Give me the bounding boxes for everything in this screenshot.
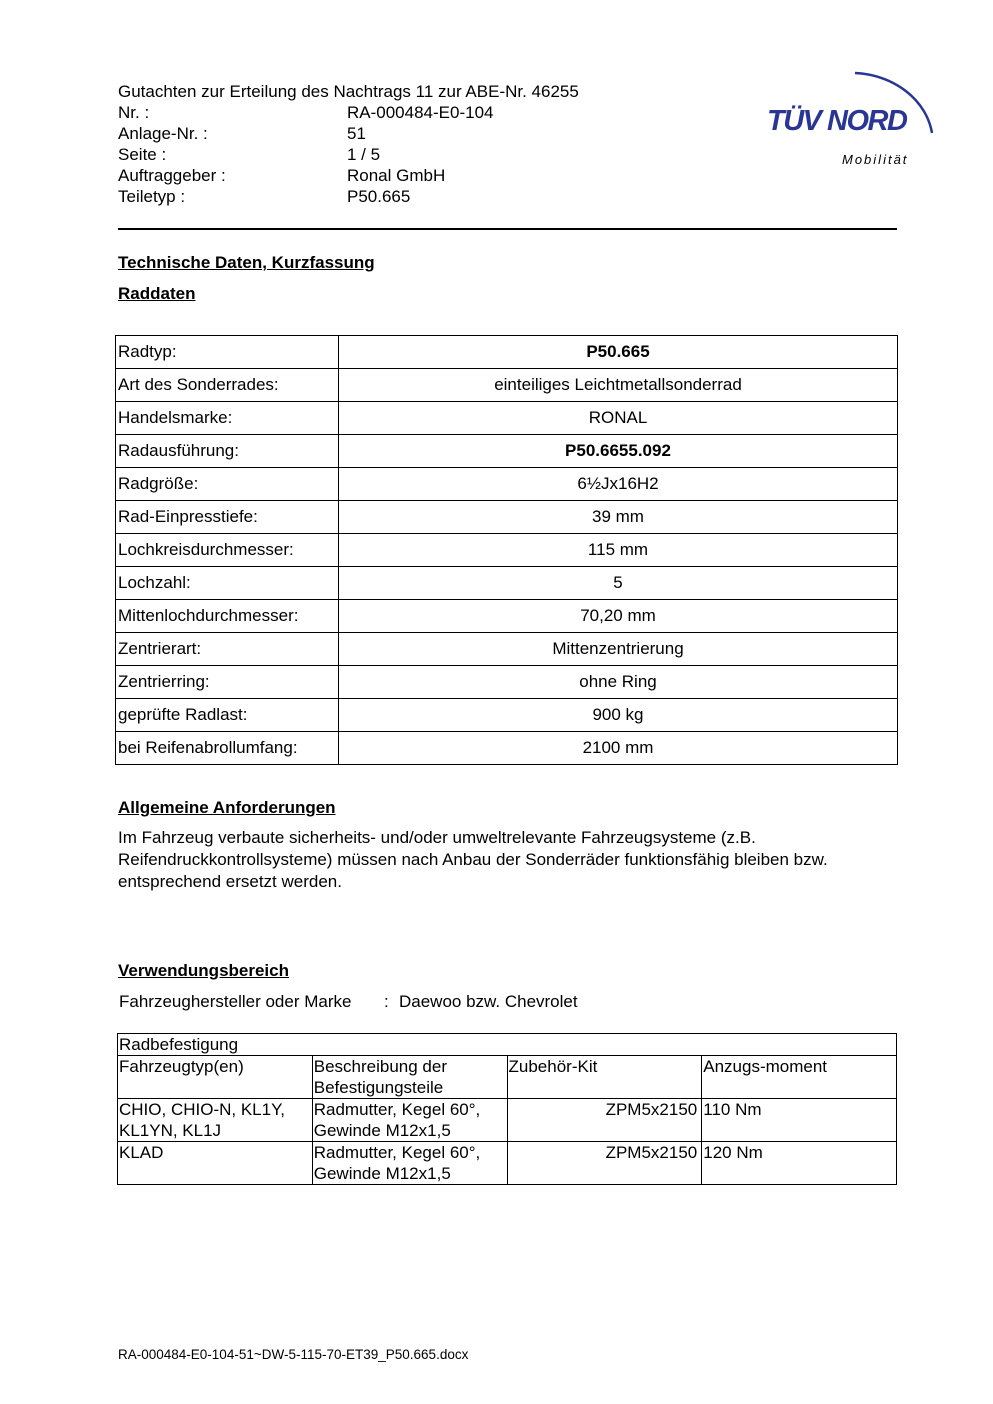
raddaten-table: [115, 335, 898, 765]
row-value: einteiliges Leichtmetallsonderrad: [339, 369, 898, 402]
table-row: [116, 666, 898, 699]
table-row: [116, 369, 898, 402]
requirements-paragraph: Im Fahrzeug verbaute sicherheits- und/oder umweltrelevante Fahrzeugsysteme (z.B. Reifendruckkontrollsysteme) müssen nach Anbau der Sonderräder funktionsfähig bleiben bzw. entsprechend ersetzt werden.: [118, 828, 828, 891]
document-title: Gutachten zur Erteilung des Nachtrags 11 zur ABE-Nr. 46255: [118, 82, 579, 101]
row-value: P50.665: [339, 336, 898, 369]
table-row: [118, 1142, 897, 1185]
table-row: [118, 1099, 897, 1142]
tuv-nord-logo: [760, 55, 940, 175]
header-row-anlage: [118, 123, 618, 144]
manufacturer-line: [119, 991, 719, 1012]
row-label: Zentrierring:: [116, 666, 339, 699]
kit-cell: ZPM5x2150: [507, 1142, 702, 1185]
table-row: [116, 567, 898, 600]
table-title: Radbefestigung: [118, 1034, 897, 1056]
header-row-nr: [118, 102, 618, 123]
header-info: [118, 102, 618, 207]
header-row-seite: [118, 144, 618, 165]
row-label: bei Reifenabrollumfang:: [116, 732, 339, 765]
table-row: [116, 633, 898, 666]
row-value: 5: [339, 567, 898, 600]
logo-wordmark: TÜV NORD: [767, 105, 907, 137]
row-label: Mittenlochdurchmesser:: [116, 600, 339, 633]
header-torque: Anzugs-moment: [702, 1056, 897, 1099]
header-kit: Zubehör-Kit: [507, 1056, 702, 1099]
row-label: Radausführung:: [116, 435, 339, 468]
vehicle-types-cell: KLAD: [118, 1142, 313, 1185]
row-value: P50.6655.092: [339, 435, 898, 468]
header-row-auftraggeber: [118, 165, 618, 186]
torque-cell: 120 Nm: [702, 1142, 897, 1185]
table-row: [116, 468, 898, 501]
row-label: Zentrierart:: [116, 633, 339, 666]
header-value: RA-000484-E0-104: [347, 103, 494, 122]
header-value: 51: [347, 124, 366, 143]
row-label: Art des Sonderrades:: [116, 369, 339, 402]
row-label: Radgröße:: [116, 468, 339, 501]
heading-raddaten: Raddaten: [118, 284, 196, 303]
row-value: 39 mm: [339, 501, 898, 534]
header-vehicle-types: Fahrzeugtyp(en): [118, 1056, 313, 1099]
manufacturer-label: Fahrzeughersteller oder Marke: [119, 992, 352, 1011]
header-key: Auftraggeber :: [118, 166, 226, 185]
table-row: [116, 600, 898, 633]
table-header-row: [118, 1056, 897, 1099]
table-row: [116, 435, 898, 468]
header-row-teiletyp: [118, 186, 618, 207]
kit-cell: ZPM5x2150: [507, 1099, 702, 1142]
row-label: Lochzahl:: [116, 567, 339, 600]
row-value: 70,20 mm: [339, 600, 898, 633]
heading-technische-daten: Technische Daten, Kurzfassung: [118, 253, 375, 272]
vehicle-types-cell: CHIO, CHIO-N, KL1Y, KL1YN, KL1J: [118, 1099, 313, 1142]
row-value: 2100 mm: [339, 732, 898, 765]
radbefestigung-table: [117, 1033, 897, 1185]
row-value: 900 kg: [339, 699, 898, 732]
row-label: Handelsmarke:: [116, 402, 339, 435]
row-value: 115 mm: [339, 534, 898, 567]
row-value: 6½Jx16H2: [339, 468, 898, 501]
row-label: geprüfte Radlast:: [116, 699, 339, 732]
row-label: Radtyp:: [116, 336, 339, 369]
manufacturer-value: Daewoo bzw. Chevrolet: [399, 992, 578, 1011]
table-row: [116, 336, 898, 369]
table-row: [116, 699, 898, 732]
table-row: [116, 732, 898, 765]
header-value: Ronal GmbH: [347, 166, 446, 185]
header-key: Seite :: [118, 145, 167, 164]
table-row: [116, 402, 898, 435]
heading-allgemeine-anforderungen: Allgemeine Anforderungen: [118, 798, 336, 817]
header-value: 1 / 5: [347, 145, 381, 164]
table-title-row: [118, 1034, 897, 1056]
header-key: Nr. :: [118, 103, 150, 122]
header-key: Anlage-Nr. :: [118, 124, 208, 143]
heading-verwendungsbereich: Verwendungsbereich: [118, 961, 289, 980]
table-row: [116, 501, 898, 534]
row-value: RONAL: [339, 402, 898, 435]
header-description: Beschreibung der Befestigungsteile: [312, 1056, 507, 1099]
header-key: Teiletyp :: [118, 187, 186, 206]
description-cell: Radmutter, Kegel 60°, Gewinde M12x1,5: [312, 1142, 507, 1185]
row-value: ohne Ring: [339, 666, 898, 699]
row-label: Rad-Einpresstiefe:: [116, 501, 339, 534]
footer-filename: RA-000484-E0-104-51~DW-5-115-70-ET39_P50.665.docx: [118, 1347, 469, 1362]
header-value: P50.665: [347, 187, 411, 206]
manufacturer-separator: :: [384, 992, 389, 1011]
header-divider: [118, 228, 897, 230]
description-cell: Radmutter, Kegel 60°, Gewinde M12x1,5: [312, 1099, 507, 1142]
row-value: Mittenzentrierung: [339, 633, 898, 666]
row-label: Lochkreisdurchmesser:: [116, 534, 339, 567]
table-row: [116, 534, 898, 567]
logo-subtitle: Mobilität: [842, 152, 909, 167]
torque-cell: 110 Nm: [702, 1099, 897, 1142]
